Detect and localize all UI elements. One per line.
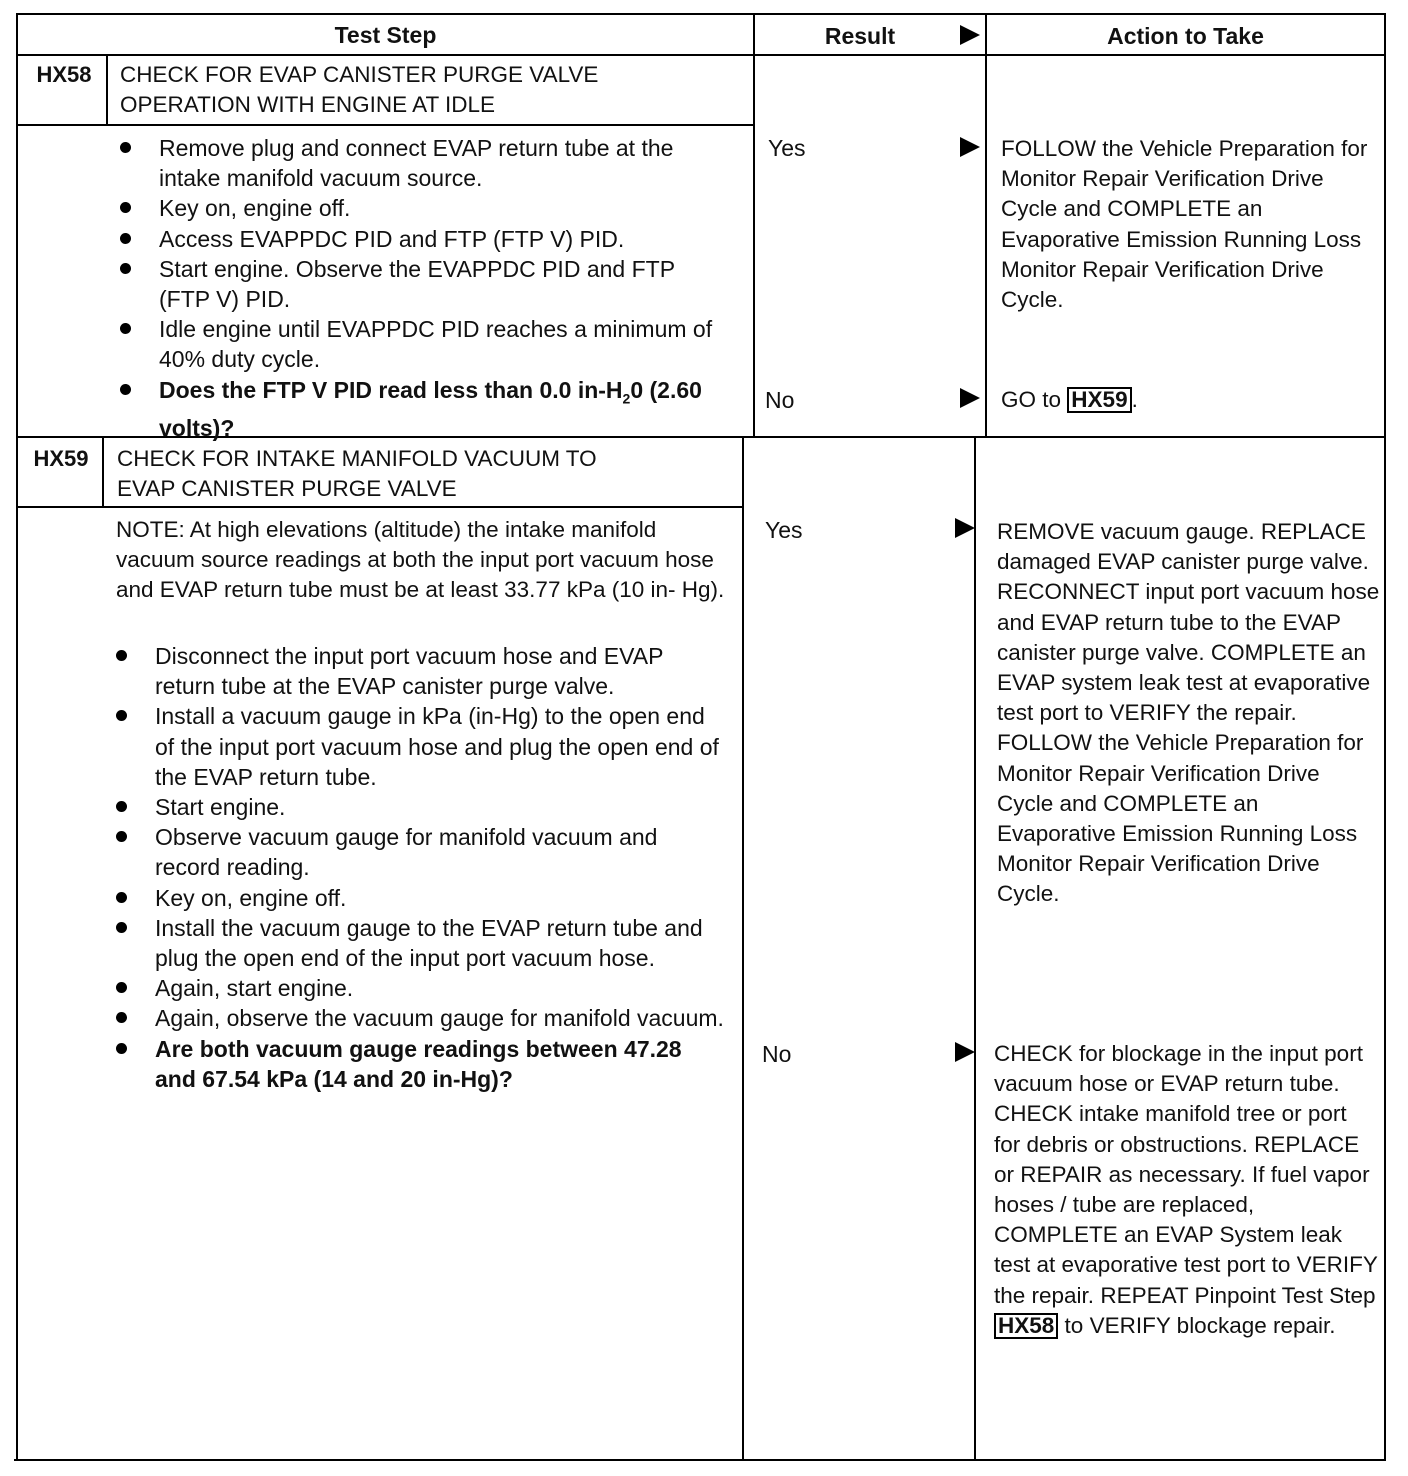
hx59-yes-label: Yes (765, 517, 803, 543)
hx58-no-action-text: GO to (1001, 387, 1062, 412)
hx58-step-3: Access EVAPPDC PID and FTP (FTP V) PID. (115, 224, 725, 254)
hx59-title-line2: EVAP CANISTER PURGE VALVE (117, 476, 457, 501)
hx59-yes-action: REMOVE vacuum gauge. REPLACE damaged EVAP canister purge valve. RECONNECT input port vacuum hose and EVAP return tube to the EVAP canister purge valve. COMPLETE an EVAP system leak test at evaporative test port to VERIFY the repair. FOLLOW the Vehicle Preparation for Monitor Repair Verification Drive Cycle and COMPLETE an Evaporative Emission Running Loss Monitor Repair Verification Drive Cycle. (997, 519, 1380, 907)
hx58-step-4: Start engine. Observe the EVAPPDC PID and FTP (FTP V) PID. (115, 254, 725, 314)
hx59-step-7: Again, start engine. (111, 973, 726, 1003)
hx59-no-label: No (762, 1041, 792, 1067)
hx58-step-1: Remove plug and connect EVAP return tube at the intake manifold vacuum source. (115, 133, 725, 193)
hx58-title-rule (16, 124, 755, 126)
hx58-yes-label: Yes (768, 135, 806, 161)
hx59-note: NOTE: At high elevations (altitude) the intake manifold vacuum source readings at both the input port vacuum hose and EVAP return tube must be at least 33.77 kPa (10 in- Hg). (116, 517, 725, 603)
col-divider-2 (985, 13, 987, 437)
hx58-step-id: HX58 (36, 62, 92, 87)
hx58-title-line2: OPERATION WITH ENGINE AT IDLE (120, 92, 496, 117)
border-top (18, 13, 1386, 15)
header-result: Result (824, 23, 896, 49)
hx58-no-action-ref[interactable]: HX59 (1067, 387, 1131, 413)
hx59-step-3: Start engine. (111, 792, 726, 822)
col-divider-1b (742, 437, 744, 1461)
hx58-yes-arrow-icon (960, 137, 980, 157)
hx59-no-action (994, 1039, 1379, 1341)
hx58-step-5: Idle engine until EVAPPDC PID reaches a minimum of 40% duty cycle. (115, 314, 725, 374)
hx59-no-arrow-icon (955, 1042, 975, 1062)
hx58-title-line1: CHECK FOR EVAP CANISTER PURGE VALVE (120, 62, 599, 87)
hx58-question-post: 0 (2.60 volts)? (159, 376, 702, 442)
hx58-no-arrow-icon (960, 388, 980, 408)
hx59-title (117, 444, 737, 504)
hx59-step-list (111, 641, 726, 1094)
border-left (16, 13, 18, 1461)
hx59-step-1: Disconnect the input port vacuum hose and EVAP return tube at the EVAP canister purge valve. (111, 641, 726, 701)
hx58-yes-action: FOLLOW the Vehicle Preparation for Monitor Repair Verification Drive Cycle and COMPLETE an Evaporative Emission Running Loss Monitor Repair Verification Drive Cycle. (1001, 136, 1368, 313)
hx59-step-8: Again, observe the vacuum gauge for manifold vacuum. (111, 1003, 726, 1033)
hx58-no-action-end: . (1131, 387, 1138, 412)
hx59-no-action-end: to VERIFY blockage repair. (1058, 1312, 1336, 1338)
border-bottom (14, 1459, 1386, 1461)
hx58-step-list (115, 133, 725, 444)
header-rule (16, 54, 1386, 56)
hx58-no-action (1001, 385, 1379, 415)
hx59-title-line1: CHECK FOR INTAKE MANIFOLD VACUUM TO (117, 446, 597, 471)
hx58-no-label: No (765, 387, 795, 413)
hx59-yes-arrow-icon (955, 518, 975, 538)
hx58-title (120, 60, 750, 120)
hx59-step-6: Install the vacuum gauge to the EVAP return tube and plug the open end of the input port vacuum hose. (111, 913, 726, 973)
hx59-no-action-text: CHECK for blockage in the input port vacuum hose or EVAP return tube. CHECK intake manifold tree or port for debris or obstructions. REPLACE or REPAIR as necessary. If fuel vapor hoses / tube are replaced, COMPLETE an EVAP System leak test at evaporative test port to VERIFY the repair. REPEAT Pinpoint Test Step (994, 1041, 1378, 1308)
hx58-question (115, 375, 725, 444)
header-action: Action to Take (1107, 23, 1264, 49)
hx58-step-2: Key on, engine off. (115, 193, 725, 223)
hx59-no-action-ref[interactable]: HX58 (994, 1313, 1058, 1339)
hx59-step-4: Observe vacuum gauge for manifold vacuum and record reading. (111, 822, 726, 882)
hx58-id-divider (106, 54, 108, 126)
col-divider-2b (974, 437, 976, 1461)
col-divider-1 (753, 13, 755, 437)
hx59-id-divider (102, 437, 104, 507)
hx59-question: Are both vacuum gauge readings between 47.28 and 67.54 kPa (14 and 20 in-Hg)? (111, 1034, 726, 1094)
header-arrow-icon (960, 25, 980, 45)
hx59-title-rule (16, 506, 744, 508)
hx59-step-5: Key on, engine off. (111, 883, 726, 913)
hx59-step-2: Install a vacuum gauge in kPa (in-Hg) to the open end of the input port vacuum hose and plug the open end of the EVAP return tube. (111, 701, 726, 792)
hx58-question-sub: 2 (622, 390, 631, 407)
hx59-step-id: HX59 (33, 446, 89, 471)
hx58-question-pre: Does the FTP V PID read less than 0.0 in-H (159, 376, 623, 403)
border-right (1384, 13, 1386, 1461)
header-test-step: Test Step (334, 22, 437, 48)
